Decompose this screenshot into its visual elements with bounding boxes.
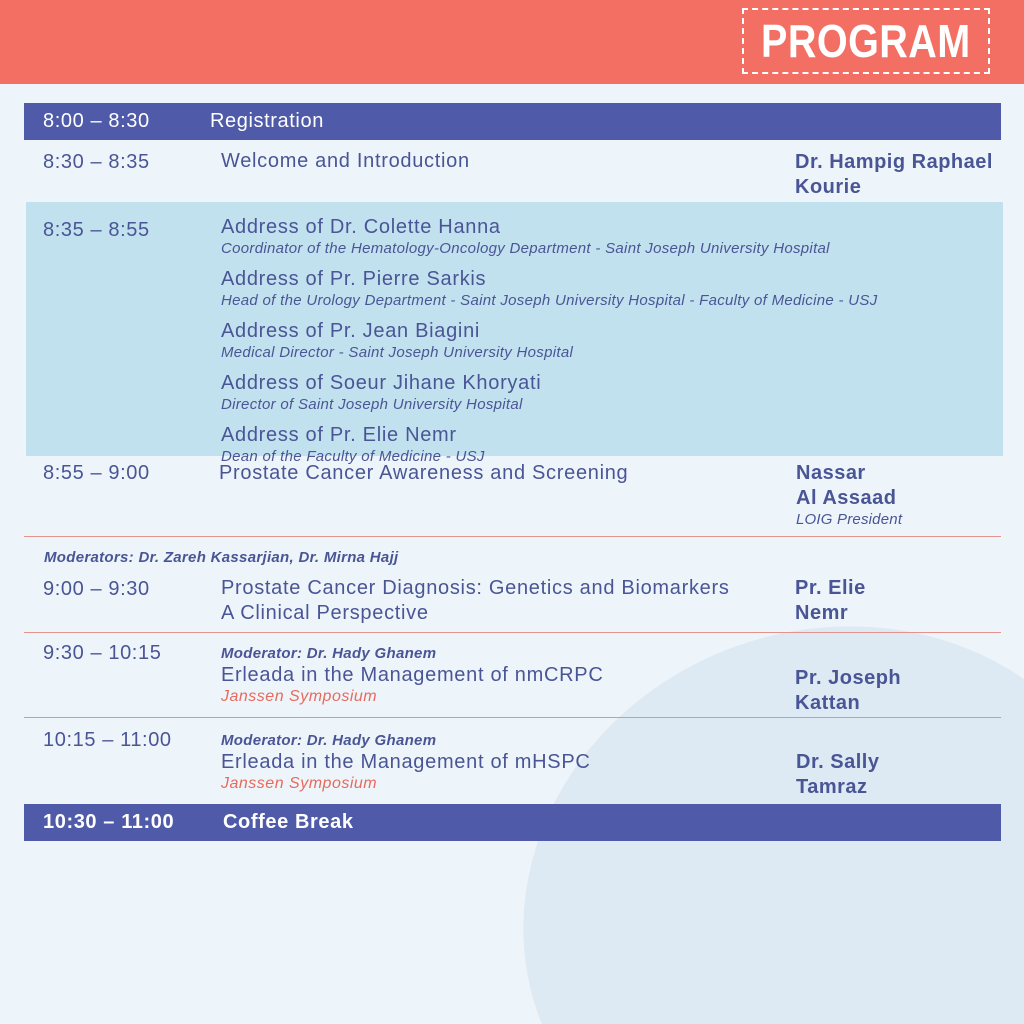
divider xyxy=(24,536,1001,537)
address-subtitle: Medical Director - Saint Joseph University Hospital xyxy=(221,344,574,361)
speaker: Nassar Al Assaad LOIG President xyxy=(796,462,903,528)
speaker: Pr. Elie Nemr xyxy=(795,577,866,624)
program-title: PROGRAM xyxy=(761,15,971,67)
address-title: Address of Dr. Colette Hanna xyxy=(221,216,501,238)
addresses-list xyxy=(221,215,878,475)
coffee-break-band xyxy=(24,804,1001,841)
symposium-label: Janssen Symposium xyxy=(221,688,378,705)
header-bar xyxy=(0,0,1024,84)
session-detail xyxy=(221,645,603,706)
session-time: 8:30 – 8:35 xyxy=(43,151,150,173)
address-title: Address of Pr. Jean Biagini xyxy=(221,320,481,342)
session-title: Prostate Cancer Diagnosis: Genetics and Biomarkers A Clinical Perspective xyxy=(221,577,730,624)
symposium-label: Janssen Symposium xyxy=(221,775,378,792)
moderator: Moderator: Dr. Hady Ghanem xyxy=(221,732,437,749)
session-time: 8:00 – 8:30 xyxy=(43,110,150,132)
address-title: Address of Soeur Jihane Khoryati xyxy=(221,372,542,394)
session-time: 9:00 – 9:30 xyxy=(43,578,150,600)
session-time: 9:30 – 10:15 xyxy=(43,642,162,664)
address-subtitle: Coordinator of the Hematology-Oncology Department - Saint Joseph University Hospital xyxy=(221,240,830,257)
session-title: Erleada in the Management of nmCRPC xyxy=(221,664,604,686)
moderator: Moderator: Dr. Hady Ghanem xyxy=(221,645,437,662)
divider xyxy=(24,632,1001,633)
session-time: 8:35 – 8:55 xyxy=(43,219,150,241)
divider xyxy=(24,717,1001,718)
program-title-box xyxy=(742,8,990,74)
moderators: Moderators: Dr. Zareh Kassarjian, Dr. Mirna Hajj xyxy=(44,549,399,566)
session-title: Welcome and Introduction xyxy=(221,150,470,172)
address-title: Address of Pr. Elie Nemr xyxy=(221,424,457,446)
address-subtitle: Head of the Urology Department - Saint Joseph University Hospital - Faculty of Medicine - USJ xyxy=(221,292,878,309)
session-title: Erleada in the Management of mHSPC xyxy=(221,751,591,773)
session-title: Coffee Break xyxy=(223,811,354,833)
registration-band xyxy=(24,103,1001,140)
speaker: Dr. Sally Tamraz xyxy=(796,751,880,798)
session-title: Prostate Cancer Awareness and Screening xyxy=(219,462,629,484)
speaker-role: LOIG President xyxy=(796,511,903,528)
session-detail xyxy=(221,732,591,793)
session-title: Registration xyxy=(210,110,324,132)
address-subtitle: Director of Saint Joseph University Hospital xyxy=(221,396,523,413)
address-subtitle: Dean of the Faculty of Medicine - USJ xyxy=(221,448,485,465)
session-time: 10:15 – 11:00 xyxy=(43,729,172,751)
speaker: Dr. Hampig Raphael Kourie xyxy=(795,151,993,198)
speaker: Pr. Joseph Kattan xyxy=(795,667,902,714)
session-time: 8:55 – 9:00 xyxy=(43,462,150,484)
address-title: Address of Pr. Pierre Sarkis xyxy=(221,268,487,290)
session-time: 10:30 – 11:00 xyxy=(43,811,175,833)
